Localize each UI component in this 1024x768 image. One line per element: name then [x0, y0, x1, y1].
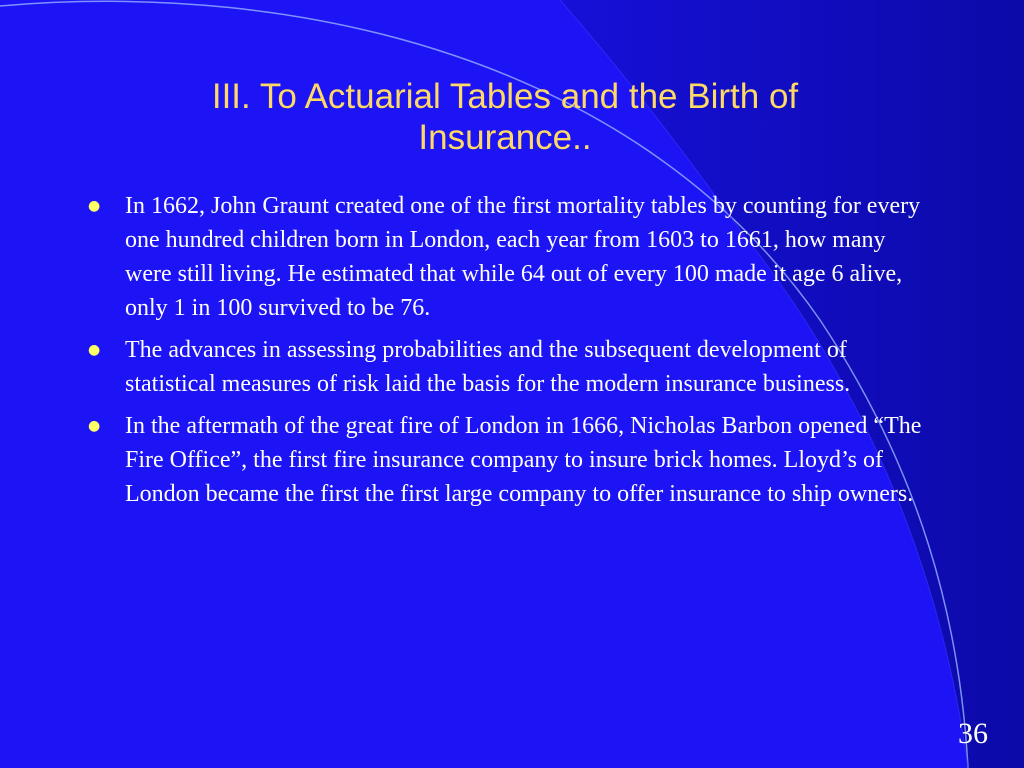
bullet-item — [88, 189, 928, 325]
bullet-text: In the aftermath of the great fire of London in 1666, Nicholas Barbon opened “The Fire Office”, the first fire insurance company to insure brick homes. Lloyd’s of London became the first the first large company to offer insurance to ship owners. — [125, 413, 922, 507]
slide-title-line-2: Insurance.. — [418, 118, 592, 157]
bullet-dot-icon: ● — [88, 198, 101, 214]
bullet-item — [88, 333, 928, 401]
bullet-item — [88, 409, 928, 511]
slide-title-line-1: III. To Actuarial Tables and the Birth of — [211, 77, 799, 116]
bullet-dot-icon: ● — [88, 342, 101, 358]
slide-title — [140, 76, 870, 158]
bullet-text: The advances in assessing probabilities and the subsequent development of statistical measures of risk laid the basis for the modern insurance business. — [125, 337, 851, 397]
page-number: 36 — [958, 717, 988, 750]
bullet-list — [88, 189, 928, 519]
bullet-dot-icon: ● — [88, 418, 101, 434]
bullet-text: In 1662, John Graunt created one of the first mortality tables by counting for every one hundred children born in London, each year from 1603 to 1661, how many were still living. He estimated that while 64 out of every 100 made it age 6 alive, only 1 in 100 survived to be 76. — [125, 193, 921, 321]
